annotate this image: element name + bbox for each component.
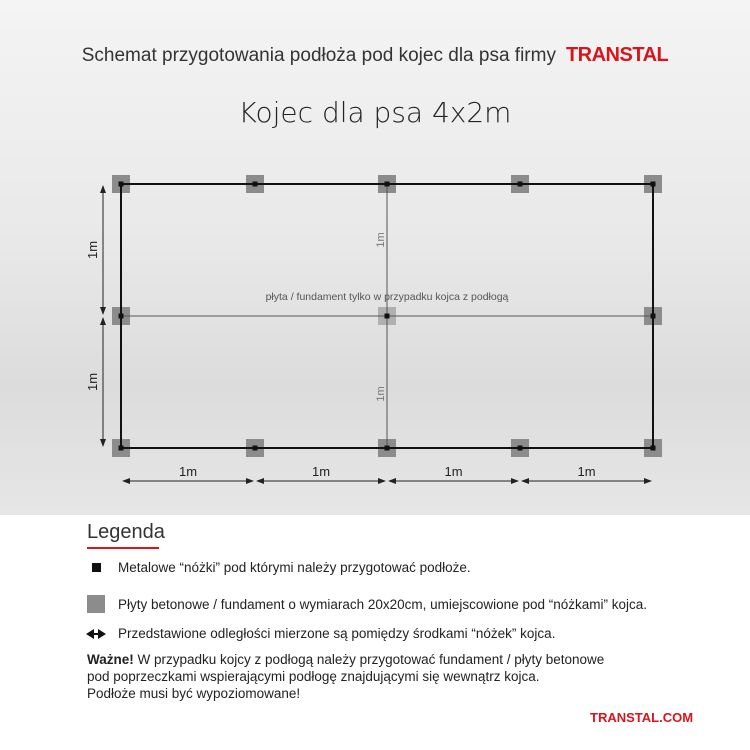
page-title: Kojec dla psa 4x2m bbox=[238, 96, 512, 129]
metal-leg bbox=[385, 182, 390, 187]
legend-underline bbox=[87, 547, 159, 549]
floor-caption: płyta / fundament tylko w przypadku kojca z podłogą bbox=[265, 291, 509, 303]
legend-item-distances-row bbox=[86, 626, 555, 641]
gray-square-icon bbox=[87, 595, 105, 613]
metal-leg bbox=[253, 446, 258, 451]
width-dimension-label: 1m bbox=[444, 464, 463, 479]
depth-dimension-label: 1m bbox=[85, 372, 100, 392]
legend-item-legs-row bbox=[86, 560, 471, 575]
black-square-icon bbox=[92, 563, 101, 572]
metal-leg bbox=[651, 182, 656, 187]
depth-dimension-label: 1m bbox=[85, 240, 100, 260]
website-link[interactable]: TRANSTAL.COM bbox=[590, 710, 694, 725]
legend-title: Legenda bbox=[87, 521, 165, 543]
double-arrow-icon bbox=[86, 629, 106, 639]
metal-leg bbox=[385, 446, 390, 451]
metal-leg bbox=[518, 182, 523, 187]
note-text: W przypadku kojcy z podłogą należy przygotować fundament / płyty betonowe bbox=[137, 652, 605, 667]
legend-item-slabs-row bbox=[86, 595, 647, 613]
inner-dimension-label: 1m bbox=[375, 386, 387, 402]
metal-leg bbox=[651, 314, 656, 319]
note-line-1 bbox=[87, 652, 604, 667]
subtitle: Schemat przygotowania podłoża pod kojec dla psa firmy bbox=[81, 44, 556, 66]
note-line-3: Podłoże musi być wypoziomowane! bbox=[87, 686, 301, 701]
metal-leg bbox=[119, 182, 124, 187]
width-dimension-label: 1m bbox=[178, 464, 198, 479]
legend-item-legs: Metalowe “nóżki” pod którymi należy przygotować podłoże. bbox=[118, 560, 471, 575]
metal-leg bbox=[651, 446, 656, 451]
metal-leg bbox=[518, 446, 523, 451]
width-dimension-label: 1m bbox=[311, 464, 331, 479]
metal-leg bbox=[119, 314, 124, 319]
metal-leg bbox=[253, 182, 258, 187]
legend-item-distances: Przedstawione odległości mierzone są pomiędzy środkami “nóżek” kojca. bbox=[118, 626, 556, 641]
metal-leg bbox=[119, 446, 124, 451]
inner-dimension-label: 1m bbox=[375, 232, 387, 248]
note-bold: Ważne! bbox=[87, 652, 134, 667]
transtal-logo: TRANSTAL bbox=[565, 44, 669, 66]
legend-item-slabs: Płyty betonowe / fundament o wymiarach 20x20cm, umiejscowione pod “nóżkami” kojca. bbox=[118, 596, 647, 612]
note-line-2: pod poprzeczkami wspierającymi podłogę znajdującymi się wewnątrz kojca. bbox=[87, 669, 540, 684]
metal-leg bbox=[385, 314, 390, 319]
width-dimension-label: 1m bbox=[577, 464, 596, 479]
